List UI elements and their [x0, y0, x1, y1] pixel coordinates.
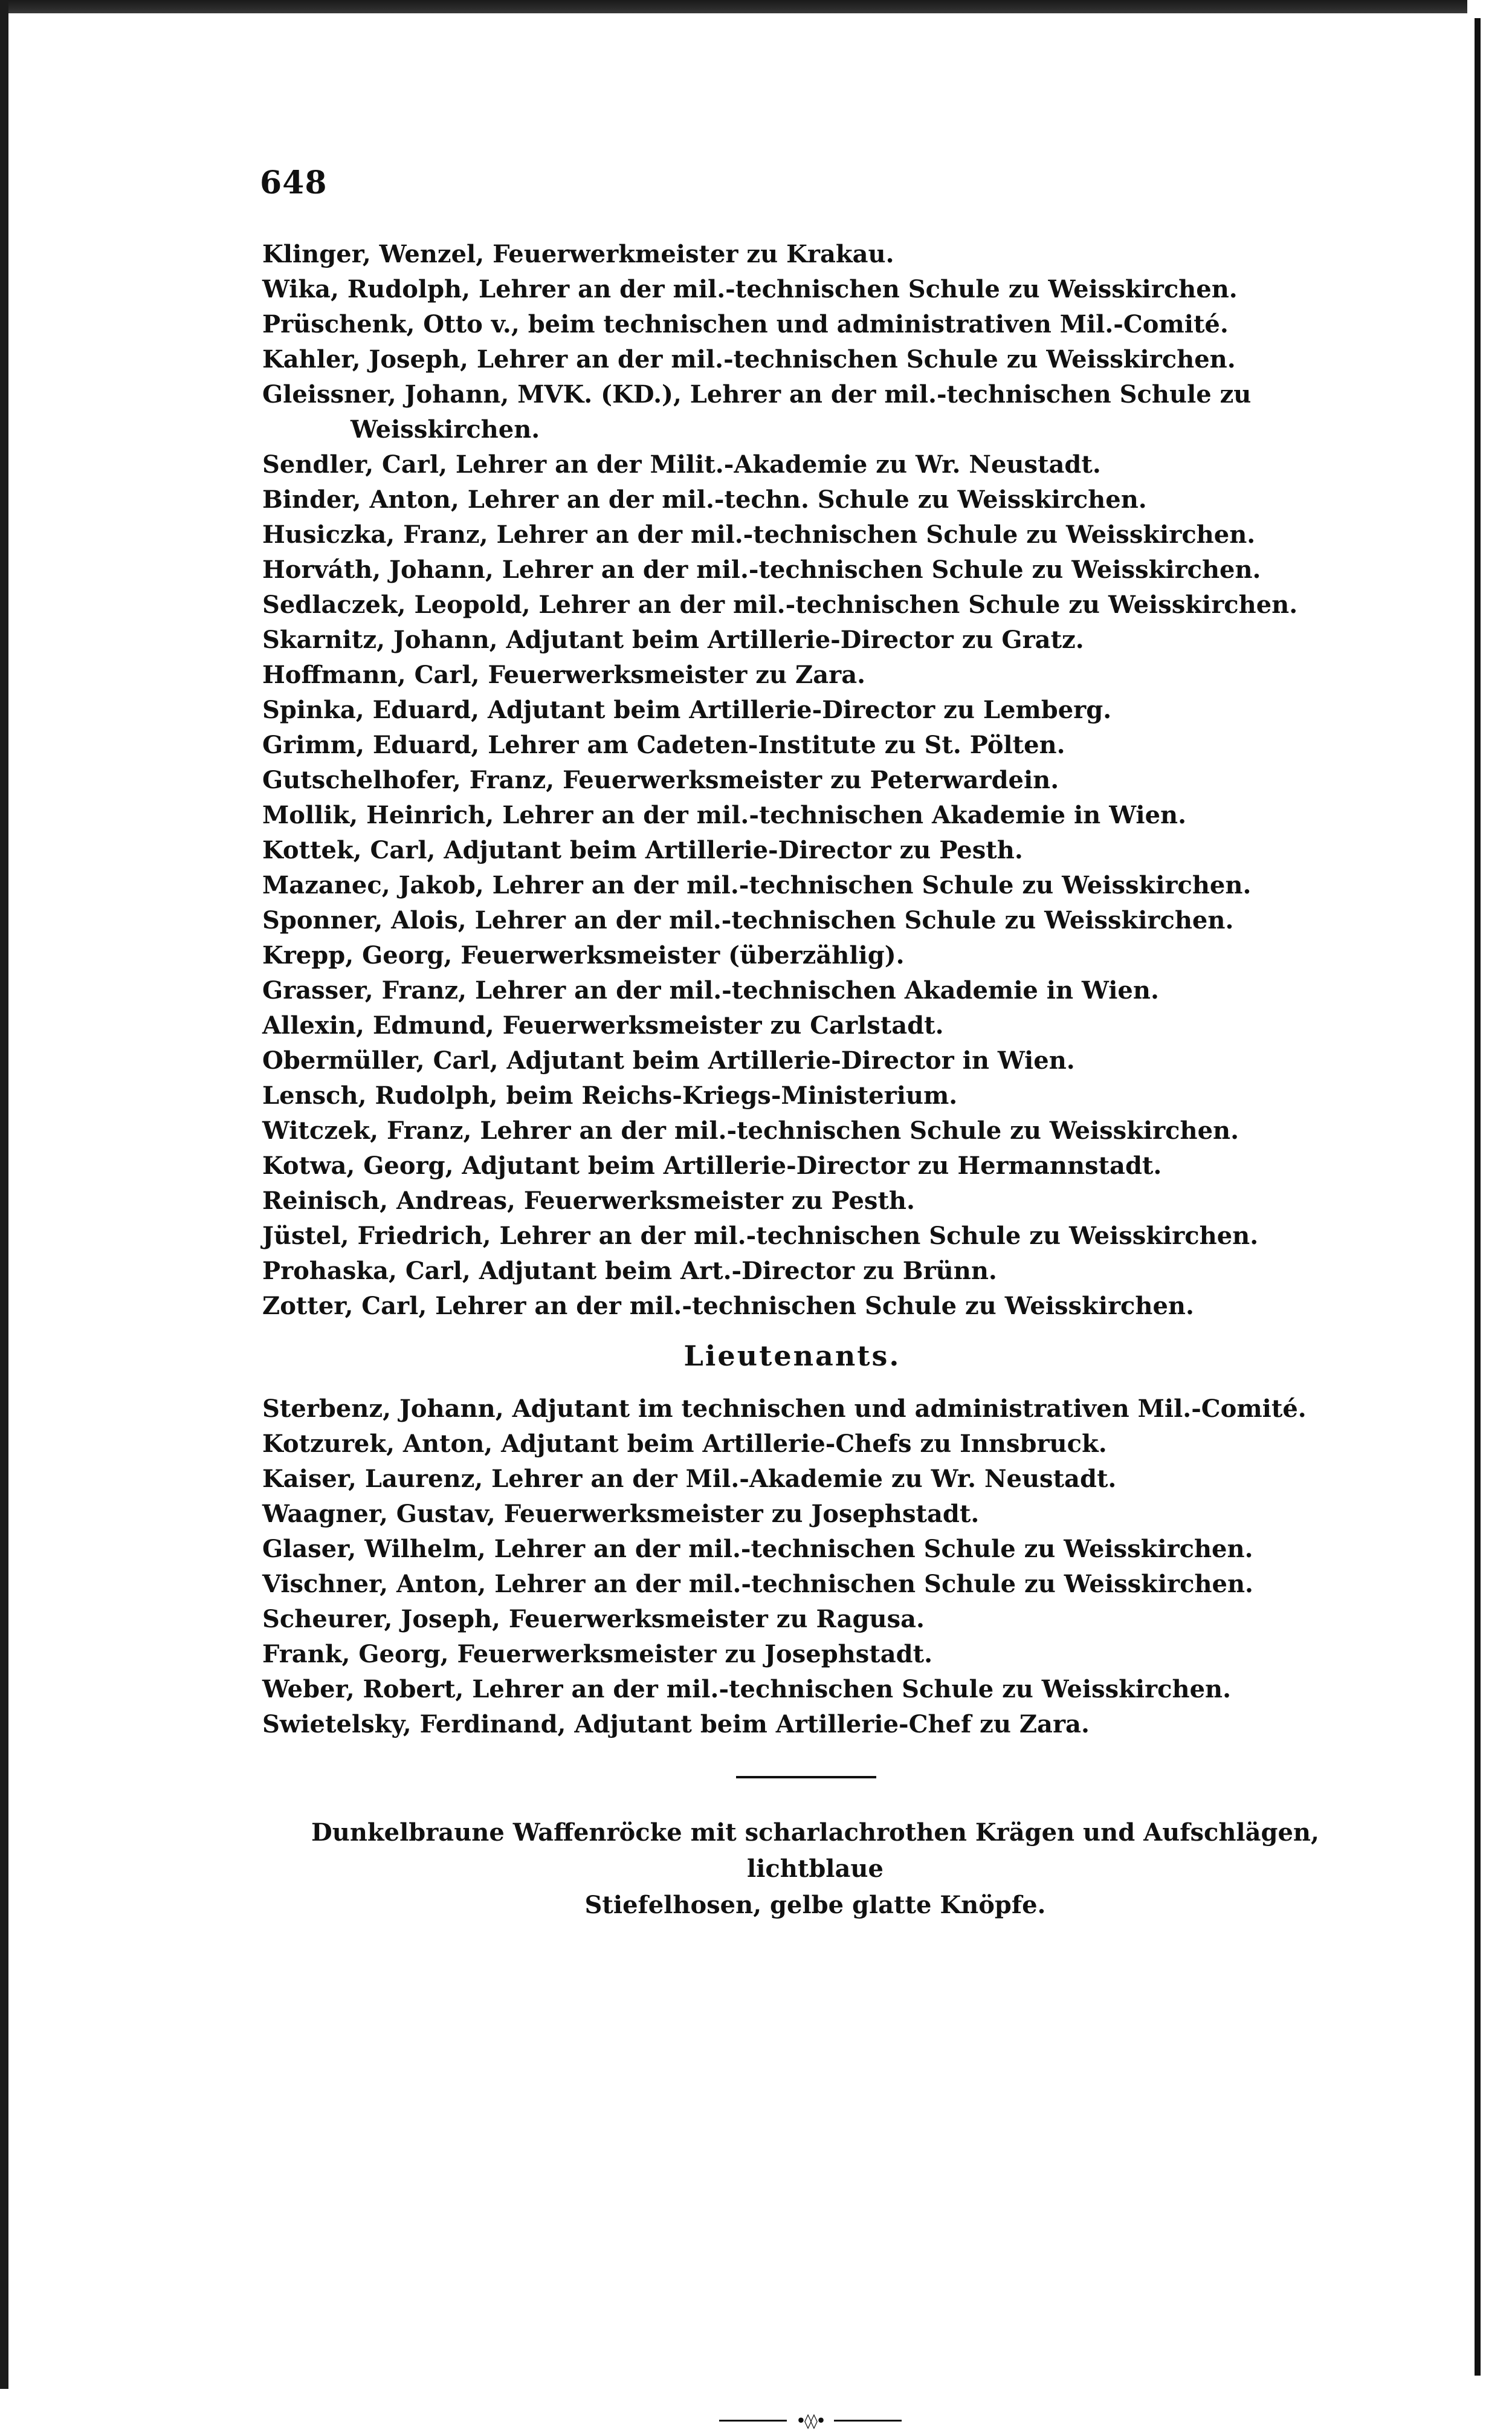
list-item: Prüschenk, Otto v., beim technischen und administrativen Mil.-Comité. — [262, 310, 1229, 339]
list-item: Gleissner, Johann, MVK. (KD.), Lehrer an der mil.-technischen Schule zu Weisskirchen. — [262, 380, 1252, 444]
list-item: Frank, Georg, Feuerwerksmeister zu Josephstadt. — [262, 1640, 933, 1668]
list-item: Kotwa, Georg, Adjutant beim Artillerie-Director zu Hermannstadt. — [262, 1152, 1162, 1180]
list-item: Jüstel, Friedrich, Lehrer an der mil.-technischen Schule zu Weisskirchen. — [262, 1222, 1259, 1250]
list-item: Vischner, Anton, Lehrer an der mil.-technischen Schule zu Weisskirchen. — [262, 1570, 1253, 1598]
list-item: Gutschelhofer, Franz, Feuerwerksmeister zu Peterwardein. — [262, 766, 1059, 794]
list-item: Grasser, Franz, Lehrer an der mil.-technischen Akademie in Wien. — [262, 976, 1159, 1005]
list-item: Scheurer, Joseph, Feuerwerksmeister zu Ragusa. — [262, 1605, 925, 1633]
ornament-line-right — [834, 2420, 902, 2422]
end-ornament — [719, 2412, 900, 2430]
list-item: Hoffmann, Carl, Feuerwerksmeister zu Zara. — [262, 661, 866, 689]
list-item: Kaiser, Laurenz, Lehrer an der Mil.-Akademie zu Wr. Neustadt. — [262, 1465, 1117, 1493]
list-item: Wika, Rudolph, Lehrer an der mil.-technischen Schule zu Weisskirchen. — [262, 275, 1238, 303]
section-heading-lieutenants: Lieutenants. — [683, 1340, 901, 1372]
list-item: Krepp, Georg, Feuerwerksmeister (überzählig). — [262, 941, 905, 970]
list-item: Husiczka, Franz, Lehrer an der mil.-technischen Schule zu Weisskirchen. — [262, 520, 1256, 549]
list-item: Horváth, Johann, Lehrer an der mil.-technischen Schule zu Weisskirchen. — [262, 556, 1261, 584]
list-item: Lensch, Rudolph, beim Reichs-Kriegs-Ministerium. — [262, 1081, 958, 1110]
page-number: 648 — [260, 164, 328, 201]
list-item: Reinisch, Andreas, Feuerwerksmeister zu Pesth. — [262, 1187, 915, 1215]
list-item: Mollik, Heinrich, Lehrer an der mil.-technischen Akademie in Wien. — [262, 801, 1187, 829]
section-divider — [736, 1776, 876, 1778]
ornament-mark: •◊◊• — [796, 2412, 825, 2429]
list-item: Skarnitz, Johann, Adjutant beim Artillerie-Director zu Gratz. — [262, 626, 1084, 654]
list-item: Kottek, Carl, Adjutant beim Artillerie-Director zu Pesth. — [262, 836, 1023, 864]
list-item: Witczek, Franz, Lehrer an der mil.-technischen Schule zu Weisskirchen. — [262, 1116, 1239, 1145]
list-item: Obermüller, Carl, Adjutant beim Artillerie-Director in Wien. — [262, 1046, 1075, 1075]
list-item: Grimm, Eduard, Lehrer am Cadeten-Institute zu St. Pölten. — [262, 731, 1065, 759]
ornament-line-left — [719, 2420, 787, 2422]
lieutenant-list — [262, 1392, 1386, 1742]
list-item: Glaser, Wilhelm, Lehrer an der mil.-technischen Schule zu Weisskirchen. — [262, 1535, 1253, 1563]
list-item: Weber, Robert, Lehrer an der mil.-technischen Schule zu Weisskirchen. — [262, 1675, 1232, 1703]
list-item: Prohaska, Carl, Adjutant beim Art.-Director zu Brünn. — [262, 1257, 997, 1285]
list-item: Swietelsky, Ferdinand, Adjutant beim Artillerie-Chef zu Zara. — [262, 1710, 1090, 1738]
list-item: Binder, Anton, Lehrer an der mil.-techn. Schule zu Weisskirchen. — [262, 485, 1147, 514]
list-item: Sendler, Carl, Lehrer an der Milit.-Akademie zu Wr. Neustadt. — [262, 450, 1101, 479]
uniform-description — [262, 1815, 1368, 1923]
uniform-line-2: Stiefelhosen, gelbe glatte Knöpfe. — [584, 1891, 1046, 1919]
list-item: Sponner, Alois, Lehrer an der mil.-technischen Schule zu Weisskirchen. — [262, 906, 1234, 935]
officer-list — [262, 237, 1386, 1324]
list-item: Sterbenz, Johann, Adjutant im technischen und administrativen Mil.-Comité. — [262, 1395, 1307, 1423]
list-item: Spinka, Eduard, Adjutant beim Artillerie-Director zu Lemberg. — [262, 696, 1112, 724]
list-item: Klinger, Wenzel, Feuerwerkmeister zu Krakau. — [262, 240, 894, 268]
list-item: Waagner, Gustav, Feuerwerksmeister zu Josephstadt. — [262, 1500, 980, 1528]
list-item: Kahler, Joseph, Lehrer an der mil.-technischen Schule zu Weisskirchen. — [262, 345, 1236, 374]
list-item: Sedlaczek, Leopold, Lehrer an der mil.-technischen Schule zu Weisskirchen. — [262, 591, 1298, 619]
list-item: Zotter, Carl, Lehrer an der mil.-technischen Schule zu Weisskirchen. — [262, 1292, 1194, 1320]
uniform-line-1: Dunkelbraune Waffenröcke mit scharlachrothen Krägen und Aufschlägen, lichtblaue — [311, 1818, 1319, 1883]
list-item: Kotzurek, Anton, Adjutant beim Artillerie-Chefs zu Innsbruck. — [262, 1430, 1107, 1458]
list-item: Allexin, Edmund, Feuerwerksmeister zu Carlstadt. — [262, 1011, 944, 1040]
list-item: Mazanec, Jakob, Lehrer an der mil.-technischen Schule zu Weisskirchen. — [262, 871, 1252, 899]
